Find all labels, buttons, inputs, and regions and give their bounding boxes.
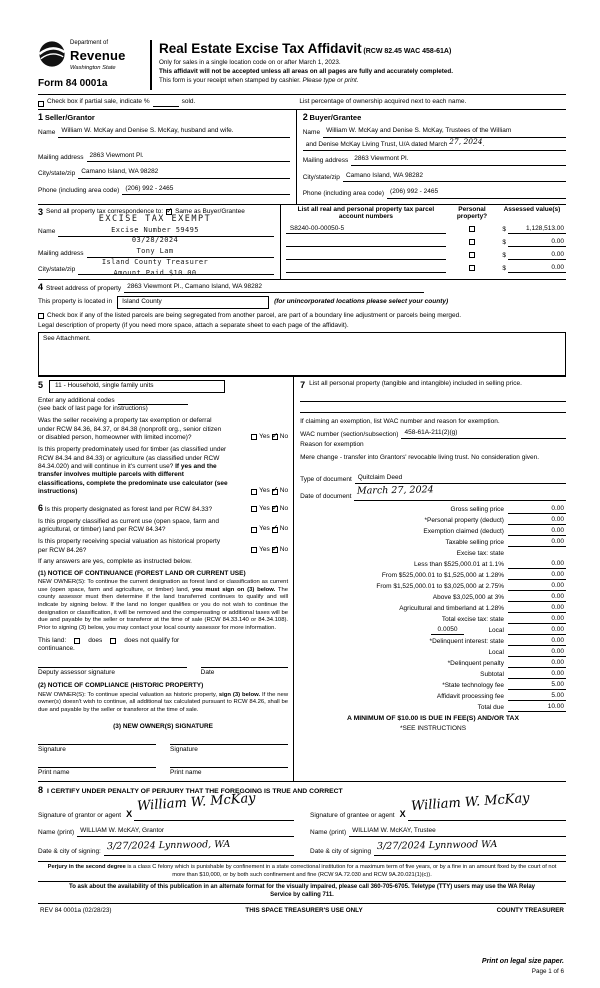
grantee-signature-block [310, 790, 566, 856]
parcel-row [286, 247, 566, 260]
notice-compliance-text: NEW OWNER(S): To continue special valuation as historic property, sign (3) below. If the new owner(s) doesn't wish to continue, all additional tax calculated pursuant to RCW 84.26, shall be due and payable by the seller or transferor at the time of sale. [38, 691, 289, 713]
personal-property-line-1[interactable] [300, 391, 566, 402]
tax-line-label: *Personal property (deduct) [424, 516, 504, 524]
doc-type-field[interactable]: Quitclaim Deed [355, 474, 566, 484]
header-note-1: Only for sales in a single location code on or after March 1, 2023. [159, 58, 341, 66]
tax-line [300, 635, 566, 646]
local-rate-field[interactable]: 0.0050 [431, 626, 465, 635]
parcel-numbers-header: List all real and personal property tax parcel account numbers [297, 205, 435, 221]
land-use-code-select[interactable]: 11 - Household, single family units [49, 380, 225, 393]
current-use-question: Is this property classified as current use (open space, farm and agricultural, or timber) land per RCW 84.34? [38, 517, 220, 534]
q2-yesno: Yes ✓ No [232, 487, 288, 496]
section-8-number: 8 [38, 784, 44, 795]
continuance-label: continuance. [38, 645, 75, 653]
header-note-2: This affidavit will not be accepted unless all areas on all pages are fully and accurately completed. [159, 67, 453, 75]
yes-checkbox[interactable] [251, 506, 257, 512]
title-block [150, 40, 566, 90]
tax-line-label: From $525,000.01 to $1,525,000 at 1.28% [381, 571, 504, 579]
tax-line-label: Exemption claimed (deduct) [423, 527, 504, 535]
see-instructions-note: *SEE INSTRUCTIONS [399, 725, 467, 733]
buyer-name-field-line2[interactable]: and Denise McKay Living Trust, U/A dated March 27, 2024. [303, 139, 566, 151]
print-note [482, 957, 564, 976]
new-owners-signature-heading: (3) NEW OWNER(S) SIGNATURE [113, 722, 213, 730]
tax-line [300, 591, 566, 602]
parcel-table [281, 205, 566, 279]
dept-of-label: Department of [70, 40, 109, 46]
grantor-date-label: Date & city of signing: [38, 847, 101, 855]
accessibility-notice: To ask about the availability of this publication in an alternate format for the visually impaired, please call 360-705-6705. Teletype (TTY) users may use the WA Relay Service by calling 711. [38, 881, 566, 902]
no-checkbox[interactable]: ✓ [271, 485, 279, 495]
personal-property-checkbox[interactable] [469, 226, 475, 232]
tax-line-value[interactable]: 0.00 [508, 582, 566, 591]
county-treasurer-label: COUNTY TREASURER [496, 906, 564, 914]
grantor-print-field[interactable]: WILLIAM W. McKAY, Grantor [77, 827, 294, 837]
tax-line-label: Agricultural and timberland at 1.28% [399, 604, 504, 612]
q1-yesno: Yes ✓ No [232, 433, 288, 442]
yes-checkbox[interactable] [251, 547, 257, 553]
street-address-field[interactable]: 2863 Viewmont Pl., Camano Island, WA 98282 [124, 283, 424, 293]
parcel-row [286, 221, 566, 234]
buyer-name-label: Name [302, 129, 321, 137]
tax-line-value[interactable]: 0.00 [508, 560, 566, 569]
seller-name-field[interactable]: William W. McKay and Denise S. McKay, husband and wife. [58, 127, 289, 137]
reason-label: Reason for exemption [300, 441, 364, 449]
grantor-date-field[interactable] [104, 838, 294, 856]
deputy-date-cell[interactable]: Date [201, 667, 288, 677]
tax-line-label: Total excise tax: state [441, 615, 504, 623]
owner-printname-cell-2[interactable]: Print name [170, 767, 288, 777]
located-in-label: This property is located in [38, 298, 113, 306]
tax-line-label: Subtotal [480, 670, 504, 678]
handwritten-doc-date: March 27, 2024 [357, 484, 435, 497]
doc-date-field[interactable] [354, 484, 566, 501]
tax-line-value[interactable]: 0.00 [508, 670, 566, 679]
assessed-value-header: Assessed value(s) [503, 205, 561, 213]
tax-line-value[interactable]: 5.00 [508, 692, 566, 701]
tax-line [300, 514, 566, 525]
no-checkbox[interactable]: ✓ [271, 502, 279, 512]
no-checkbox[interactable]: ✓ [271, 523, 279, 533]
yes-checkbox[interactable] [251, 527, 257, 533]
grantee-signature: William W. McKay [410, 790, 530, 814]
percent-sold-input[interactable] [153, 106, 179, 107]
wac-number-field[interactable]: 458-61A-211(2)(g) [401, 429, 566, 439]
tax-line-value[interactable]: 0.00 [508, 505, 566, 514]
tax-line-value[interactable]: 0.00 [508, 626, 566, 635]
tax-line-value[interactable]: 10.00 [508, 703, 566, 712]
dor-logo-icon [38, 40, 66, 68]
agency-block [38, 40, 150, 90]
doc-date-label: Date of document [300, 492, 352, 500]
tax-line-label: Above $3,025,000 at 3% [432, 593, 504, 601]
x-mark: X [126, 809, 133, 820]
historical-property-question: Is this property receiving special valuation as historical property per RCW 84.26? [38, 538, 221, 554]
grantee-date-label: Date & city of signing [310, 847, 372, 855]
tax-line-label: *State technology fee [442, 681, 504, 689]
handwritten-trust-date: 27, 2024 [449, 136, 483, 146]
partial-sale-checkbox[interactable] [38, 101, 44, 107]
answers-yes-note: If any answers are yes, complete as instructed below. [38, 558, 192, 566]
tax-line [300, 547, 566, 558]
seller-city-label: City/state/zip [38, 170, 76, 178]
assessed-value-field[interactable]: 0.00 [508, 238, 566, 247]
owner-printname-cell-1[interactable]: Print name [38, 767, 156, 777]
segregated-checkbox[interactable] [38, 313, 44, 319]
treasurer-stamp: EXCISE TAX EXEMPT Excise Number 59495 03/28/2024 Tony Lam Island County Treasurer Amount Paid $10.00 [98, 213, 212, 277]
legal-description-label: Legal description of property (if you need more space, attach a separate sheet to each page of the affidavit). [38, 322, 349, 330]
tax-line-value[interactable]: 0.00 [508, 659, 566, 668]
header-note-3: This form is your receipt when stamped by cashier. Please type or print. [159, 76, 359, 84]
footer-row [38, 903, 566, 915]
correspondence-city-label: City/state/zip [38, 266, 76, 274]
personal-property-checkbox[interactable] [469, 252, 475, 258]
yes-checkbox[interactable] [251, 434, 257, 440]
wac-number-label: WAC number (section/subsection) [300, 430, 399, 438]
correspondence-block [38, 205, 281, 279]
segregated-label: Check box if any of the listed parcels are being segregated from another parcel, are part of a boundary line adjustment or parcels being merged. [47, 311, 462, 319]
buyer-phone-field[interactable]: (206) 992 - 2465 [387, 188, 566, 198]
tax-line [300, 668, 566, 679]
assessed-value-field[interactable]: 0.00 [508, 264, 566, 273]
section-4-number: 4 [38, 281, 44, 292]
seller-mailing-field[interactable]: 2863 Viewmont Pl. [87, 152, 290, 162]
use-and-tax-section [38, 376, 566, 781]
tax-line [300, 679, 566, 690]
buyer-name-field-line1[interactable]: William W. McKay and Denise S. McKay, Trustees of the William [323, 127, 566, 137]
owner-signature-row [38, 744, 288, 754]
assessed-value-field[interactable]: 0.00 [508, 251, 566, 260]
section-5-6-column [38, 377, 294, 781]
personal-property-checkbox[interactable] [469, 239, 475, 245]
buyer-city-field[interactable]: Camano Island, WA 98282 [343, 172, 566, 182]
parcel-number-field[interactable]: S8240-00-00050-5 [286, 225, 446, 234]
section-1-number: 1 [38, 111, 44, 122]
section-3-number: 3 [38, 206, 44, 217]
tax-line [300, 602, 566, 613]
personal-property-line-2[interactable] [300, 402, 566, 413]
section-2-title: Buyer/Grantee [309, 112, 362, 122]
section-1-title: Seller/Grantor [44, 112, 95, 122]
notice-continuance-text: NEW OWNER(S): To continue the current designation as forest land or classification as current use (open space, farm and agriculture, or timber) land, you must sign on (3) below. The county assessor must then determine if the land transferred continues to qualify and will indicate by signing below. If the land no longer qualifies or you do not wish to continue the designation or classification, it will be removed and the compensating or additional taxes will be due and payable by the seller or transferor at the time of sale (RCW 84.33.140 or 84.34.108). Prior to signing (3) below, you may contact your local county assessor for more information. [38, 579, 289, 632]
tax-line-label: Local [488, 626, 504, 634]
grantor-sig-label: Signature of grantor or agent [38, 812, 122, 820]
form-revision: REV 84 0001a (02/28/23) [40, 906, 112, 914]
form-title: Real Estate Excise Tax Affidavit [159, 41, 362, 56]
form-number: Form 84 0001a [38, 78, 108, 90]
seller-name-label: Name [38, 129, 56, 137]
additional-codes-input[interactable] [118, 398, 188, 405]
grantor-print-label: Name (print) [38, 828, 75, 836]
tax-line-label: *Delinquent penalty [447, 659, 504, 667]
dollar-sign: $ [502, 238, 506, 246]
street-address-label: Street address of property [46, 284, 122, 292]
tax-line-value[interactable] [508, 551, 566, 558]
tax-line [300, 690, 566, 701]
no-checkbox[interactable]: ✓ [271, 543, 279, 553]
owner-signature-cell-1[interactable]: Signature [38, 744, 156, 754]
tax-line [300, 569, 566, 580]
forest-land-question: 6 Is this property designated as forest land per RCW 84.33? [38, 502, 213, 513]
parcel-row [286, 234, 566, 247]
section-7-number: 7 [300, 379, 306, 390]
county-select[interactable]: Island County [117, 296, 269, 308]
correspondence-name-label: Name [38, 228, 56, 236]
partial-sale-row [38, 94, 566, 108]
tax-line-value[interactable]: 0.00 [508, 516, 566, 525]
tax-line [300, 624, 566, 635]
tax-line [300, 701, 566, 712]
certify-statement: I CERTIFY UNDER PENALTY OF PERJURY THAT THE FOREGOING IS TRUE AND CORRECT [47, 787, 343, 795]
tax-line-label: *Delinquent interest: state [429, 637, 504, 645]
grantee-signature-field[interactable] [408, 790, 566, 821]
buyer-city-label: City/state/zip [302, 173, 340, 181]
perjury-notice: Perjury in the second degree is a class C felony which is punishable by confinement in a state correctional institution for a maximum term of five years, or by a fine in an amount fixed by the court of not more than $10,000, or by both such confinement and fine (RCW 9A.72.030 and RCW 9A.20.021(1)(c)). [38, 861, 566, 881]
tax-line-label: Less than $525,000.01 at 1.1% [413, 560, 504, 568]
tax-line-label: From $1,525,000.01 to $3,025,000 at 2.75% [376, 582, 504, 590]
notice-compliance-heading: (2) NOTICE OF COMPLIANCE (HISTORIC PROPERTY) [38, 682, 204, 690]
revenue-wordmark: Revenue [70, 47, 126, 63]
buyer-mailing-label: Mailing address [302, 157, 349, 165]
tax-line-label: Total due [477, 703, 504, 711]
section-7 [294, 377, 566, 781]
same-as-buyer-label: Same as Buyer/Grantee [175, 208, 245, 216]
land-qualify-row: This land: does does not qualify for [38, 636, 180, 644]
form-header [38, 40, 566, 90]
seller-city-field[interactable]: Camano Island, WA 98282 [78, 168, 290, 178]
q3-yesno: Yes ✓ No [232, 505, 288, 514]
exemption-deferral-question: Was the seller receiving a property tax exemption or deferral under RCW 84.36, 84.37, or 84.38 (nonprofit org., senior citizen or disabled person, homeowner with limited income)? [38, 417, 222, 442]
seller-grantor-section [38, 110, 297, 204]
owner-printname-row [38, 767, 288, 777]
tax-line-label: Excise tax: state [456, 549, 504, 557]
seller-phone-label: Phone (including area code) [38, 186, 120, 194]
tax-line-value[interactable]: 0.00 [508, 538, 566, 547]
tax-line [300, 613, 566, 624]
send-correspondence-label: Send all property tax correspondence to: [46, 208, 164, 216]
tax-line [300, 580, 566, 591]
tax-line [300, 536, 566, 547]
tax-line [300, 646, 566, 657]
tax-line-label: Taxable selling price [445, 538, 504, 546]
correspondence-mailing-label: Mailing address [38, 249, 84, 257]
tax-line [300, 503, 566, 514]
grantor-date-handwriting: 3/27/2024 Lynnwood, WA [106, 838, 231, 852]
ownership-note: List percentage of ownership acquired next to each name. [299, 98, 467, 106]
seller-phone-field[interactable]: (206) 992 - 2465 [122, 185, 289, 195]
legal-paper-note: Print on legal size paper. [481, 957, 564, 965]
tax-line-value[interactable]: 0.00 [508, 571, 566, 580]
owner-signature-cell-2[interactable]: Signature [170, 744, 288, 754]
grantee-print-label: Name (print) [310, 828, 347, 836]
section-2-number: 2 [302, 111, 308, 122]
property-tax-section [38, 204, 566, 279]
deputy-signature-cell[interactable]: Deputy assessor signature [38, 667, 187, 677]
x-mark: X [399, 809, 406, 820]
tax-line-label: Gross selling price [450, 505, 504, 513]
parcel-number-field[interactable] [286, 266, 446, 273]
grantee-print-field[interactable]: WILLIAM W. McKAY, Trustee [349, 827, 566, 837]
legal-description-box[interactable] [38, 332, 566, 376]
personal-property-checkbox[interactable] [469, 265, 475, 271]
personal-property-header: Personal property? [456, 205, 488, 221]
seller-mailing-label: Mailing address [38, 153, 84, 161]
dollar-sign: $ [502, 251, 506, 259]
tax-line-label: Local [488, 648, 504, 656]
tax-line-value[interactable]: 0.00 [508, 615, 566, 624]
rcw-reference: (RCW 82.45 WAC 458-61A) [363, 48, 452, 55]
grantor-signature: William W. McKay [136, 790, 257, 814]
parcel-number-field[interactable] [286, 240, 446, 247]
additional-codes-label: Enter any additional codes [38, 396, 115, 404]
section-5-number: 5 [38, 380, 44, 391]
tax-line [300, 657, 566, 668]
deputy-assessor-row [38, 667, 288, 677]
buyer-mailing-field[interactable]: 2863 Viewmont Pl. [351, 155, 566, 165]
parcel-row [286, 260, 566, 273]
tax-computation [300, 503, 566, 712]
tax-line-value[interactable]: 0.00 [508, 648, 566, 657]
reason-value[interactable]: Mere change - transfer into Grantors' revocable living trust. No consideration given. [300, 453, 540, 461]
page-number: Page 1 of 6 [531, 967, 564, 975]
timber-agriculture-question: Is this property predominately used for timber (as classified under RCW 84.34 and 84.33) or agriculture (as classified under RCW 84.34.020) and will continue in it's current use? If yes and the transfer involves multiple parcels with different classifications, complete the predominate use calculator (see instructions) [38, 446, 228, 496]
dollar-sign: $ [502, 225, 506, 233]
q5-yesno: Yes ✓ No [232, 546, 288, 555]
tax-line-value[interactable]: 0.00 [508, 604, 566, 613]
additional-codes-note: (see back of last page for instructions) [38, 405, 148, 413]
grantee-sig-label: Signature of grantee or agent [310, 812, 395, 820]
property-location-section [38, 279, 566, 376]
legal-description-value: See Attachment. [43, 334, 91, 342]
grantee-date-handwriting: 3/27/2024 Lynnwood WA [376, 838, 498, 852]
buyer-grantee-section [297, 110, 566, 204]
dollar-sign: $ [502, 264, 506, 272]
parcel-number-field[interactable] [286, 253, 446, 260]
no-checkbox[interactable]: ✓ [271, 430, 279, 440]
tax-line [300, 525, 566, 536]
tax-line-value[interactable]: 0.00 [508, 637, 566, 646]
grantee-date-field[interactable] [374, 838, 566, 856]
certification-section [38, 781, 566, 859]
tax-line-value[interactable]: 0.00 [508, 527, 566, 536]
same-as-buyer-checkbox[interactable]: ✓ [166, 205, 173, 215]
tax-line [300, 558, 566, 569]
doc-type-label: Type of document [300, 475, 352, 483]
tax-line-value[interactable]: 0.00 [508, 593, 566, 602]
parties-section [38, 109, 566, 204]
notice-continuance-heading: (1) NOTICE OF CONTINUANCE (FOREST LAND OR CURRENT USE) [38, 569, 246, 577]
treasurer-space-label: THIS SPACE TREASURER'S USE ONLY [245, 906, 363, 914]
buyer-phone-label: Phone (including area code) [302, 190, 385, 198]
does-not-checkbox[interactable] [110, 638, 116, 644]
partial-sale-label: Check box if partial sale, indicate % [47, 98, 150, 106]
personal-property-intro: List all personal property (tangible and intangible) included in selling price. [309, 379, 522, 387]
tax-line-value[interactable]: 5.00 [508, 681, 566, 690]
tax-line-label: Affidavit processing fee [436, 692, 504, 700]
sold-label: sold. [181, 98, 196, 106]
exemption-note: If claiming an exemption, list WAC number and reason for exemption. [300, 418, 500, 426]
washington-state-label: Washington State [70, 64, 116, 71]
does-checkbox[interactable] [74, 638, 80, 644]
assessed-value-field[interactable]: 1,128,513.00 [508, 225, 566, 234]
minimum-due-note: A MINIMUM OF $10.00 IS DUE IN FEE(S) AND/OR TAX [347, 715, 519, 723]
county-note: (for unincorporated locations please select your county) [274, 298, 449, 306]
grantor-signature-field[interactable] [134, 790, 294, 821]
yes-checkbox[interactable] [251, 489, 257, 495]
q4-yesno: Yes ✓ No [232, 525, 288, 534]
